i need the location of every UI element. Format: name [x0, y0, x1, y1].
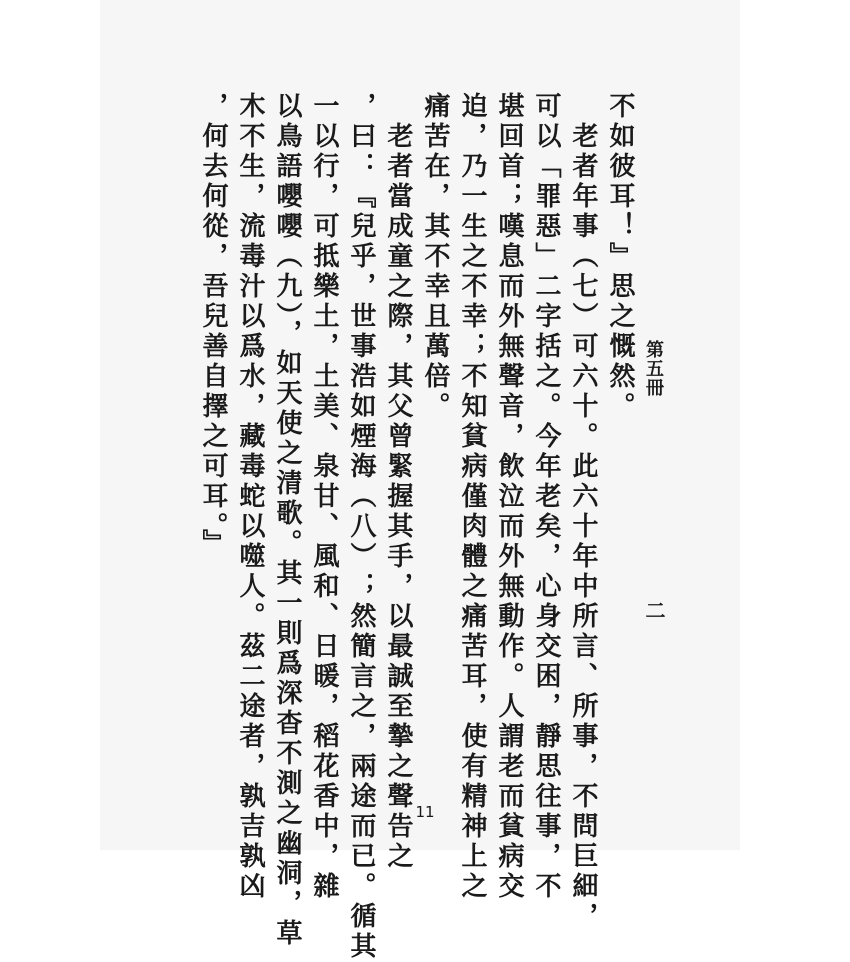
text-column: 可以「罪惡」二字括之。今年老矣，心身交困，靜思往事，不	[531, 92, 561, 902]
text-column: 痛苦在，其不幸且萬倍。	[420, 92, 450, 422]
text-column: 不如彼耳！』思之慨然。	[605, 92, 635, 422]
text-column: 木不生，流毒汁以爲水，藏毒蛇以噬人。茲二途者，孰吉孰凶	[235, 92, 265, 902]
page-label-header: 二	[642, 600, 666, 620]
page-number: 11	[415, 803, 435, 821]
text-column: 老者年事（七）可六十。此六十年中所言、所事，不問巨細，	[568, 92, 598, 932]
text-column: 老者當成童之際，其父曾緊握其手，以最誠至摯之聲告之	[383, 92, 413, 872]
text-column: 以鳥語嚶嚶（九），如天使之清歌。其一則爲深杳不測之幽洞，草	[272, 92, 302, 949]
text-column: ，何去何從，吾兒善自擇之可耳。』	[198, 92, 228, 559]
volume-header: 第五冊	[643, 340, 664, 397]
text-column: 堪回首；嘆息而外無聲音，飲泣而外無動作。人謂老而貧病交	[494, 92, 524, 902]
text-column: 迫，乃一生之不幸；不知貧病僅肉體之痛苦耳，使有精神上之	[457, 92, 487, 902]
text-column: 一以行，可抵樂土，土美、泉甘、風和、日暖，稻花香中，雜	[309, 92, 339, 902]
text-column: ，曰：『兒乎，世事浩如煙海（八）；然簡言之，兩途而已。循其	[346, 92, 376, 962]
